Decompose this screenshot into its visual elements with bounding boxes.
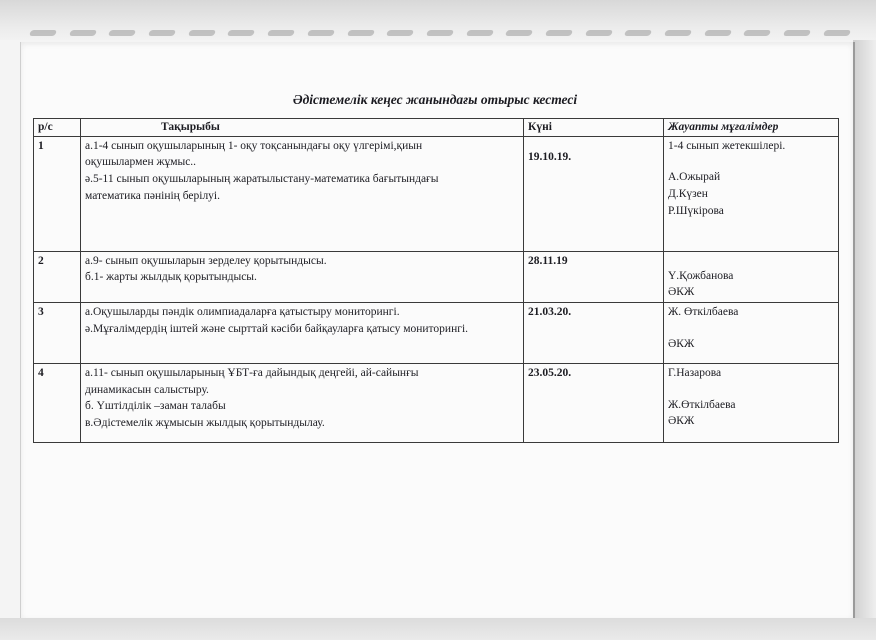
binder-hole (346, 30, 374, 36)
schedule-table (33, 118, 839, 443)
binder-hole (267, 30, 295, 36)
binder-holes (30, 22, 850, 44)
topic-line: б.1- жарты жылдық қорытындысы. (85, 271, 257, 284)
topic-line: математика пәнінің берілуі. (85, 189, 221, 202)
row-num: 4 (34, 364, 81, 443)
row-date: 19.10.19. (524, 136, 664, 251)
row-responsible (664, 136, 839, 251)
topic-line: б. Үштілділік –заман талабы (85, 400, 226, 413)
binder-hole (227, 30, 255, 36)
header-topic: Тақырыбы (81, 119, 524, 137)
binder-hole (465, 30, 493, 36)
table-row (34, 251, 839, 302)
binder-hole (29, 30, 57, 36)
table-row (34, 303, 839, 364)
topic-line: а.11- сынып оқушыларының ҰБТ-ға дайындық деңгейі, ай-сайынғы (85, 367, 419, 380)
binder-hole (426, 30, 454, 36)
spacer (668, 154, 834, 169)
responsible-line: Ж.Өткілбаева (668, 398, 736, 411)
row-responsible (664, 364, 839, 443)
responsible-line: Д.Күзен (668, 188, 708, 201)
binder-hole (823, 30, 851, 36)
binder-hole (585, 30, 613, 36)
topic-line: ә.5-11 сынып оқушыларының жаратылыстану-математика бағытындағы (85, 173, 439, 186)
binder-hole (783, 30, 811, 36)
responsible-line: Р.Шүкірова (668, 204, 724, 217)
responsible-line: ӘКЖ (668, 286, 695, 299)
binder-hole (386, 30, 414, 36)
binder-hole (188, 30, 216, 36)
topic-line: оқушылармен жұмыс.. (85, 156, 197, 169)
row-topic (81, 136, 524, 251)
binder-hole (664, 30, 692, 36)
document-title: Әдістемелік кеңес жанындағы отырыс кестесі (292, 92, 578, 107)
topic-line: в.Әдістемелік жұмысын жылдық қорытындылау. (85, 417, 325, 430)
header-date: Күні (524, 119, 664, 137)
topic-line: а.Оқушыларды пәндік олимпиадаларға қатыстыру мониторингі. (85, 306, 400, 319)
table-row (34, 364, 839, 443)
scan-bottom-edge (0, 618, 876, 640)
responsible-line: Ж. Өткілбаева (668, 306, 739, 319)
binder-hole (148, 30, 176, 36)
row-num: 2 (34, 251, 81, 302)
responsible-line: Г.Назарова (668, 367, 722, 380)
binder-hole (69, 30, 97, 36)
table-header-row (34, 119, 839, 137)
table-row (34, 136, 839, 251)
row-topic (81, 251, 524, 302)
row-date: 23.05.20. (524, 364, 664, 443)
binder-hole (307, 30, 335, 36)
responsible-line: Ү.Қожбанова (668, 269, 734, 282)
binder-hole (704, 30, 732, 36)
responsible-line: ӘКЖ (668, 337, 695, 350)
spacer (668, 382, 834, 397)
topic-line: динамикасын салыстыру. (85, 383, 209, 396)
binder-hole (624, 30, 652, 36)
binder-hole (108, 30, 136, 36)
row-num: 3 (34, 303, 81, 364)
responsible-line: 1-4 сынып жетекшілері. (668, 139, 786, 152)
header-num: р/с (34, 119, 81, 137)
spacer (668, 321, 834, 336)
scan-right-edge (853, 40, 876, 620)
topic-line: а.1-4 сынып оқушыларының 1- оқу тоқсанындағы оқу үлгерімі,қиын (85, 139, 423, 152)
binder-hole (505, 30, 533, 36)
responsible-line: ӘКЖ (668, 415, 695, 428)
row-topic (81, 303, 524, 364)
binder-hole (545, 30, 573, 36)
row-responsible (664, 251, 839, 302)
topic-line: а.9- сынып оқушыларын зерделеу қорытындысы. (85, 254, 327, 267)
row-date: 28.11.19 (524, 251, 664, 302)
spacer (668, 253, 834, 268)
row-topic (81, 364, 524, 443)
row-responsible (664, 303, 839, 364)
header-responsible: Жауапты мұғалімдер (664, 119, 839, 137)
row-num: 1 (34, 136, 81, 251)
binder-hole (743, 30, 771, 36)
row-date: 21.03.20. (524, 303, 664, 364)
topic-line: ә.Мұғалімдердің іштей және сырттай кәсіби байқауларға қатысу мониторингі. (85, 322, 469, 335)
responsible-line: А.Ожырай (668, 171, 721, 184)
